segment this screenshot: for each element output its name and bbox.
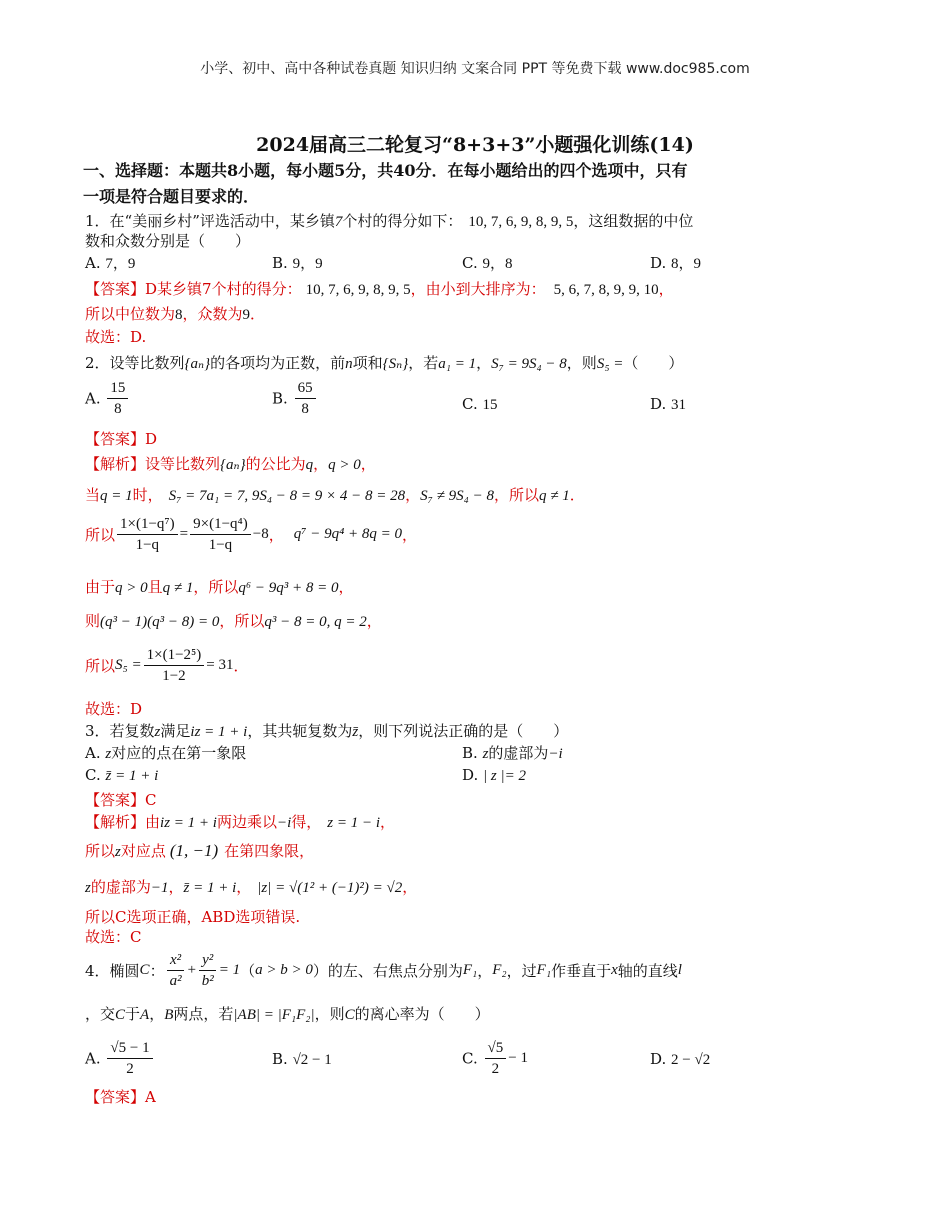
- question-1-answer: 【答案】D某乡镇7个村的得分： 10, 7, 6, 9, 8, 9, 5，由小到大排序为： 5, 6, 7, 8, 9, 9, 10，: [85, 280, 674, 298]
- question-2-explanation-2: 当q = 1时， S₇ = 7a₁ = 7, 9S₄ − 8 = 9 × 4 − 8 = 28，S₇ ≠ 9S₄ − 8，所以q ≠ 1．: [85, 486, 585, 504]
- question-4-stem-line2: ，交C于A，B两点，若|AB| = |F₁F₂|，则C的离心率为（ ）: [85, 1005, 490, 1023]
- question-4-option-d: D. 2 − √2: [650, 1050, 711, 1068]
- question-2-option-b: B. $\frac{65}{8}$: [272, 378, 318, 419]
- question-1-option-c: C. 9，8: [462, 254, 513, 272]
- question-2-option-d: D. 31: [650, 395, 687, 413]
- question-3-option-d: D. | z |= 2: [462, 766, 527, 784]
- question-3-explanation-4: 所以C选项正确，ABD选项错误.: [85, 908, 301, 926]
- question-1-stem-line2: 数和众数分别是（ ）: [85, 232, 251, 250]
- question-3-stem: 3．若复数z满足iz = 1 + i，其共轭复数为z̄，则下列说法正确的是（ ）: [85, 722, 569, 740]
- question-3-option-c: C. z̄ = 1 + i: [85, 766, 159, 784]
- question-4-answer: 【答案】A: [85, 1088, 156, 1106]
- question-3-option-b: B. z的虚部为−i: [462, 744, 563, 762]
- question-4-stem: 4．椭圆C： $\frac{\text{x²}}{\text{a²}}$ + $\frac{\text{y²}}{\text{b²}}$ = 1（a > b > 0）的左、右焦点分别为F₁，F₂，过F₁作垂直于x轴的直线l: [85, 952, 682, 989]
- question-3-answer: 【答案】C: [85, 791, 157, 809]
- question-1-stem: 1．在“美丽乡村”评选活动中，某乡镇7个村的得分如下： 10, 7, 6, 9, 8, 9, 5，这组数据的中位: [85, 212, 694, 230]
- question-2-explanation-6: 所以S₅ = $\frac{\text{1×(1−2⁵)}}{1-2}$ = 31．: [85, 647, 249, 684]
- question-2-explanation-1: 【解析】设等比数列{aₙ}的公比为q，q > 0，: [85, 455, 376, 473]
- question-1-option-d: D. 8，9: [650, 254, 702, 272]
- question-3-conclusion: 故选：C: [85, 928, 142, 946]
- site-header: 小学、初中、高中各种试卷真题 知识归纳 文案合同 PPT 等免费下载 www.doc985.com: [200, 61, 750, 77]
- question-4-option-c: C. $\frac{√5}{2}$ − 1: [462, 1040, 528, 1077]
- question-2-option-a: A. $\frac{15}{8}$: [85, 378, 130, 419]
- question-4-option-b: B. √2 − 1: [272, 1050, 332, 1068]
- question-3-option-a: A. z对应的点在第一象限: [85, 744, 247, 762]
- question-1-option-b: B. 9，9: [272, 254, 323, 272]
- question-1-answer-line2: 所以中位数为8，众数为9．: [85, 305, 266, 323]
- section-heading-line2: 一项是符合题目要求的．: [83, 187, 260, 206]
- question-4-option-a: A. $\frac{√5 - 1}{2}$: [85, 1038, 155, 1079]
- question-2-explanation-3: 所以 $\frac{\text{1×(1−q⁷)}}{1-q}$ = $\frac{\text{9×(1−q⁴)}}{1-q}$ −8， q⁷ − 9q⁴ + 8q = 0，: [85, 516, 418, 553]
- question-2-stem: 2．设等比数列{aₙ}的各项均为正数，前n项和{Sₙ}，若a₁ = 1，S₇ = 9S₄ − 8，则S₅ =（ ）: [85, 354, 684, 372]
- question-2-conclusion: 故选：D: [85, 700, 143, 718]
- question-1-conclusion: 故选：D.: [85, 328, 147, 346]
- question-3-explanation-1: 【解析】由iz = 1 + i两边乘以−i得， z = 1 − i，: [85, 813, 396, 831]
- question-2-option-c: C. 15: [462, 395, 498, 413]
- question-2-explanation-4: 由于q > 0且q ≠ 1，所以q⁶ − 9q³ + 8 = 0，: [85, 578, 354, 596]
- question-2-explanation-5: 则(q³ − 1)(q³ − 8) = 0，所以q³ − 8 = 0, q = 2，: [85, 612, 382, 630]
- question-3-explanation-2: 所以z对应点 (1, −1) 在第四象限，: [85, 841, 315, 860]
- question-2-answer: 【答案】D: [85, 430, 158, 448]
- question-3-explanation-3: z的虚部为−1，z̄ = 1 + i， |z| = √(1² + (−1)²) = √2，: [85, 878, 418, 896]
- section-heading-line1: 一、选择题：本题共8小题，每小题5分，共40分．在每小题给出的四个选项中，只有: [83, 161, 688, 180]
- page-title: 2024届高三二轮复习“8+3+3”小题强化训练(14): [256, 134, 694, 156]
- question-1-option-a: A. 7，9: [85, 254, 136, 272]
